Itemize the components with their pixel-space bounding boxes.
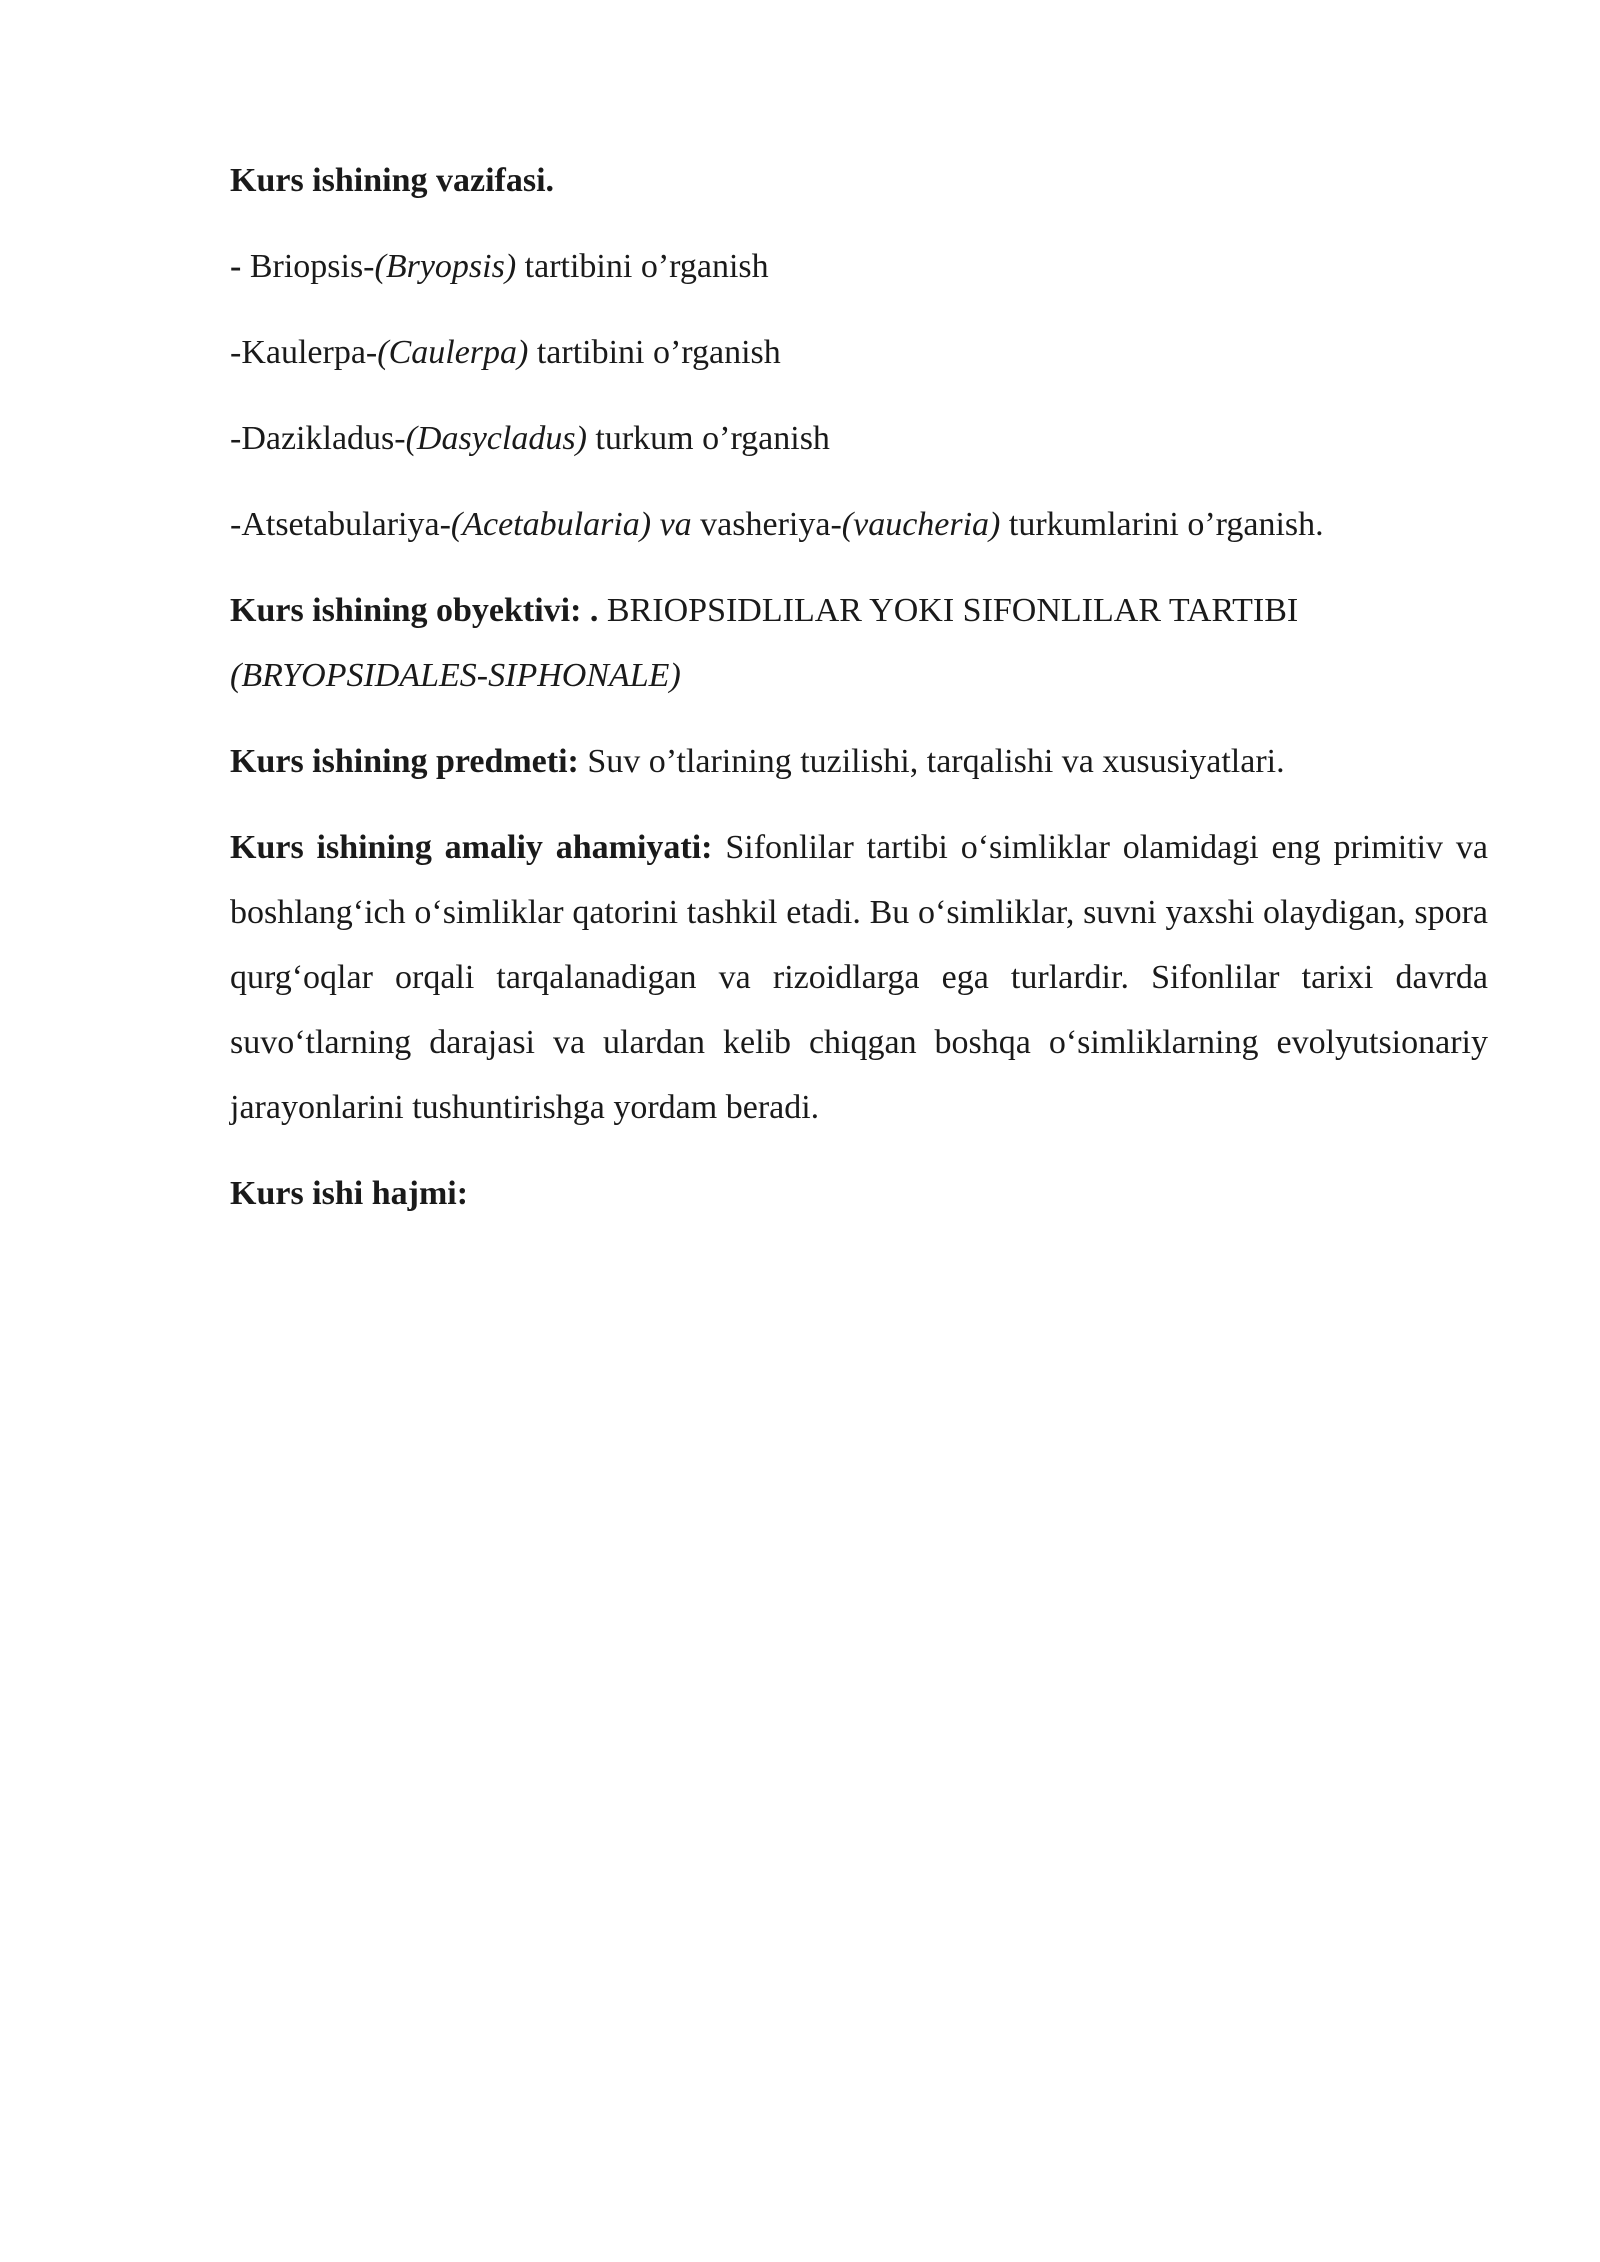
document-page [230, 148, 1488, 1247]
subject-paragraph [230, 729, 1488, 794]
task-dash: - [230, 248, 250, 285]
task-item-bryopsis [230, 234, 1488, 299]
objective-latin-name: (BRYOPSIDALES-SIPHONALE) [230, 657, 681, 694]
task-latin-name: (Dasycladus) [405, 420, 587, 457]
task-item-dasycladus [230, 406, 1488, 471]
task-latin-name: (Bryopsis) [374, 248, 517, 285]
task-latin-name-second: (vaucheria) [841, 506, 1001, 543]
task-name-second: vasheriya- [691, 506, 842, 543]
volume-label: Kurs ishi hajmi: [230, 1175, 469, 1212]
subject-text: Suv o’tlarining tuzilishi, tarqalishi va xususiyatlari. [578, 743, 1285, 780]
tasks-heading-text: Kurs ishining vazifasi. [230, 162, 555, 199]
volume-paragraph [230, 1161, 1488, 1226]
significance-label: Kurs ishining amaliy ahamiyati: [230, 829, 713, 866]
task-item-acetabularia [230, 492, 1488, 557]
task-action: tartibini o’rganish [516, 248, 769, 285]
task-name: -Atsetabulariya- [230, 506, 451, 543]
task-name: Briopsis- [249, 248, 375, 285]
task-name: -Dazikladus- [230, 420, 406, 457]
objective-label: Kurs ishining obyektivi: . [230, 592, 599, 629]
task-item-caulerpa [230, 320, 1488, 385]
task-name: -Kaulerpa- [230, 334, 378, 371]
task-latin-name: (Caulerpa) [377, 334, 529, 371]
objective-paragraph [230, 578, 1488, 708]
significance-paragraph [230, 815, 1488, 1140]
objective-text: BRIOPSIDLILAR YOKI SIFONLILAR TARTIBI [598, 592, 1299, 629]
subject-label: Kurs ishining predmeti: [230, 743, 579, 780]
task-action: tartibini o’rganish [528, 334, 781, 371]
task-action: turkumlarini o’rganish. [1000, 506, 1324, 543]
significance-text: Sifonlilar tartibi o‘simliklar olamidagi eng primitiv va boshlang‘ich o‘simliklar qatorini tashkil etadi. Bu o‘simliklar, suvni yaxshi olaydigan, spora qurg‘oqlar orqali tarqalanadigan va rizoidlarga ega turlardir. Sifonlilar tarixi davrda suvo‘tlarning darajasi va ulardan kelib chiqgan boshqa o‘simliklarning evolyutsionariy jarayonlarini tushuntirishga yordam beradi. [230, 829, 1488, 1126]
task-latin-name: (Acetabularia) va [450, 506, 692, 543]
tasks-heading [230, 148, 1488, 213]
task-action: turkum o’rganish [586, 420, 830, 457]
